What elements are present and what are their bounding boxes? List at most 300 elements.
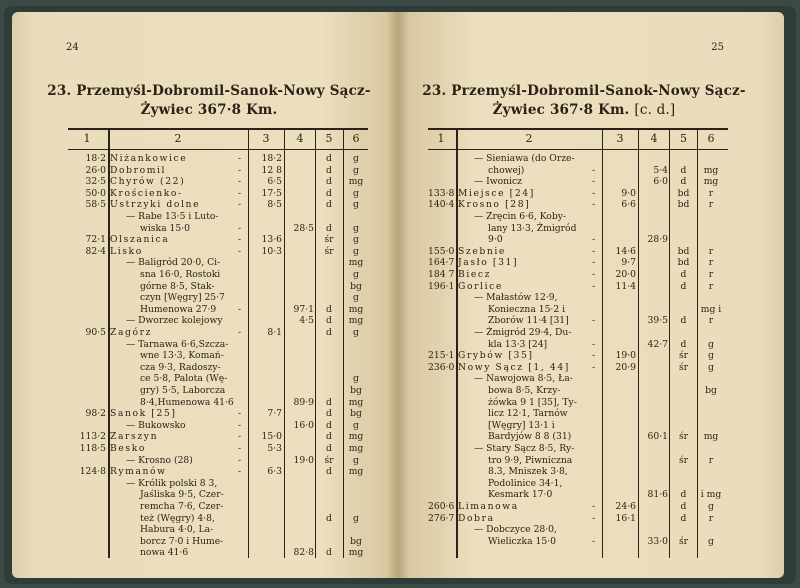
cell-col-6: mg — [703, 176, 719, 188]
leader-dash: - — [238, 187, 242, 199]
cell-col-5: d — [326, 303, 332, 315]
cell-col-2: — Dobczyce 28·0, — [474, 524, 557, 536]
table-row — [68, 537, 368, 548]
table-row — [428, 282, 728, 293]
leader-dash: - — [238, 419, 242, 431]
cell-col-5: śr — [678, 431, 689, 443]
title-line-1: 23. Przemyśl-Dobromil-Sanok-Nowy Sącz- — [422, 83, 746, 99]
leader-dash: - — [592, 176, 596, 188]
leader-dash: - — [238, 303, 242, 315]
title-line-2 — [398, 101, 770, 120]
cell-col-6: g — [353, 269, 359, 280]
cell-col-2: Krościenko- — [110, 187, 183, 199]
table-row — [428, 374, 728, 385]
cell-col-1: 276·7 — [428, 512, 455, 524]
cell-col-2: Konieczna 15·2 i — [488, 303, 566, 315]
cell-col-2: Jaśliska 9·5, Czer- — [140, 489, 224, 501]
cell-col-4: 97·1 — [293, 303, 314, 315]
table-header — [68, 128, 368, 150]
right-page — [398, 12, 784, 578]
cell-col-2: Jasło [31] — [458, 257, 519, 269]
cell-col-5: d — [680, 501, 687, 512]
table-row — [68, 328, 368, 339]
cell-col-1: 82·4 — [85, 245, 106, 257]
cell-col-4: 4·5 — [299, 315, 314, 327]
cell-col-6: mg — [348, 315, 364, 327]
cell-col-2: Humenowa 27·9 — [140, 303, 217, 315]
cell-col-6: g — [708, 361, 714, 373]
cell-col-6: g — [353, 292, 359, 304]
cell-col-6: g — [353, 454, 359, 466]
table-row — [68, 305, 368, 316]
cell-col-2: gry) 5·5, Laborcza — [140, 385, 226, 396]
cell-col-2: — Baligród 20·0, Ci- — [126, 257, 221, 269]
cell-col-5: bd — [677, 187, 690, 199]
cell-col-2: — Krosno (28) — [126, 454, 193, 466]
table-row — [428, 293, 728, 304]
cell-col-2: — Małastów 12·9, — [474, 292, 558, 304]
column-header-4: 4 — [296, 132, 304, 145]
cell-col-3: 10·3 — [261, 245, 282, 257]
column-header-4: 4 — [650, 132, 658, 145]
leader-dash: - — [592, 164, 596, 176]
cell-col-2: — Iwonicz — [474, 176, 522, 188]
cell-col-2: Ustrzyki dolne — [110, 199, 201, 211]
cell-col-1: 184 7 — [428, 269, 455, 280]
cell-col-6: mg — [703, 431, 719, 443]
cell-col-1: 90·5 — [85, 327, 106, 338]
table-row — [428, 247, 728, 258]
table-row — [68, 316, 368, 327]
column-header-3: 3 — [616, 132, 624, 145]
leader-dash: - — [592, 234, 596, 246]
cell-col-2: — Rabe 13·5 i Luto- — [126, 211, 219, 222]
table-row — [68, 432, 368, 443]
leader-dash: - — [592, 512, 596, 524]
cell-col-6: mg — [348, 303, 364, 315]
cell-col-1: 236·0 — [428, 361, 455, 373]
cell-col-1: 215·1 — [428, 350, 455, 362]
table-row — [68, 235, 368, 246]
table-row — [68, 398, 368, 409]
cell-col-3: 5·3 — [267, 443, 282, 454]
table-row — [68, 200, 368, 211]
title-suffix: [c. d.] — [634, 102, 676, 118]
cell-col-6: g — [353, 187, 359, 199]
leader-dash: - — [238, 431, 242, 443]
cell-col-3: 17·5 — [261, 187, 282, 199]
cell-col-2: Bardyjów 8 8 (31) — [488, 431, 572, 443]
cell-col-2: remcha 7·6, Czer- — [140, 501, 224, 512]
cell-col-5: d — [326, 466, 332, 478]
table-row — [428, 467, 728, 478]
leader-dash: - — [238, 234, 242, 246]
cell-col-1: 72·1 — [85, 234, 106, 246]
cell-col-2: wiska 15·0 — [140, 222, 190, 234]
cell-col-6: r — [708, 269, 714, 280]
cell-col-1: 124·8 — [79, 466, 106, 478]
cell-col-3: 13·6 — [261, 234, 282, 246]
table-row — [428, 398, 728, 409]
cell-col-6: g — [708, 535, 714, 547]
cell-col-3: 7·7 — [267, 408, 282, 420]
table-row — [428, 305, 728, 316]
cell-col-1: 196·1 — [428, 280, 455, 292]
cell-col-5: śr — [678, 535, 689, 547]
cell-col-6: r — [708, 199, 714, 211]
cell-col-2: ce 5·8, Palota (Wę- — [140, 373, 228, 385]
page-title — [12, 82, 398, 120]
leader-dash: - — [592, 501, 596, 512]
table-row — [428, 189, 728, 200]
cell-col-2: Zagórz — [110, 327, 153, 338]
cell-col-5: d — [326, 164, 332, 176]
table-row — [68, 258, 368, 269]
table-row — [68, 166, 368, 177]
cell-col-2: tro 9·9, Piwniczna — [488, 454, 573, 466]
timetable-table — [428, 128, 728, 558]
table-row — [428, 409, 728, 420]
cell-col-5: d — [680, 269, 687, 280]
cell-col-1: 58·5 — [85, 199, 106, 211]
cell-col-4: 39·5 — [647, 315, 668, 327]
cell-col-1: 98·2 — [85, 408, 106, 420]
table-row — [428, 363, 728, 374]
cell-col-2: Dobra — [458, 512, 495, 524]
cell-col-6: mg — [348, 396, 364, 408]
cell-col-6: g — [353, 419, 359, 431]
cell-col-4: 33·0 — [647, 535, 668, 547]
cell-col-4: 60·1 — [647, 431, 668, 443]
cell-col-2: [Węgry] 13·1 i — [488, 419, 555, 431]
table-row — [428, 258, 728, 269]
cell-col-5: d — [326, 187, 332, 199]
cell-col-2: Wieliczka 15·0 — [488, 535, 556, 547]
table-row — [68, 177, 368, 188]
cell-col-5: d — [680, 164, 687, 176]
cell-col-2: — Zręcin 6·6, Koby- — [474, 211, 567, 222]
cell-col-5: d — [326, 431, 332, 443]
cell-col-5: d — [326, 396, 332, 408]
table-row — [428, 502, 728, 513]
cell-col-2: — Dworzec kolejowy — [126, 315, 223, 327]
cell-col-5: d — [680, 338, 687, 350]
page-title — [398, 82, 784, 120]
cell-col-5: bd — [677, 245, 690, 257]
table-row — [428, 235, 728, 246]
cell-col-6: mg — [348, 176, 364, 188]
cell-col-6: r — [708, 512, 714, 524]
cell-col-1: 26·0 — [85, 164, 106, 176]
cell-col-2: Krosno [28] — [458, 199, 531, 211]
cell-col-5: d — [326, 547, 332, 559]
column-header-1: 1 — [83, 132, 91, 145]
cell-col-4: 28·5 — [293, 222, 314, 234]
table-row — [68, 525, 368, 536]
cell-col-5: śr — [324, 454, 334, 466]
cell-col-5: d — [680, 315, 687, 327]
cell-col-1: 18·2 — [85, 153, 106, 164]
leader-dash: - — [592, 338, 596, 350]
cell-col-2: Rymanów — [110, 466, 167, 478]
table-row — [428, 177, 728, 188]
cell-col-5: d — [680, 176, 687, 188]
cell-col-3: 6·6 — [621, 199, 636, 211]
leader-dash: - — [238, 443, 242, 454]
table-row — [68, 282, 368, 293]
cell-col-6: bg — [350, 408, 362, 420]
cell-col-5: śr — [678, 454, 689, 466]
title-line-1: 23. Przemyśl-Dobromil-Sanok-Nowy Sącz- — [47, 83, 371, 99]
cell-col-2: Besko — [110, 443, 147, 454]
cell-col-5: d — [326, 222, 332, 234]
cell-col-2: borcz 7·0 i Hume- — [140, 535, 224, 547]
cell-col-4: 89·9 — [293, 396, 314, 408]
table-row — [428, 340, 728, 351]
cell-col-3: 11·4 — [615, 280, 636, 292]
table-header — [428, 128, 728, 150]
cell-col-5: d — [326, 315, 332, 327]
leader-dash: - — [238, 327, 242, 338]
cell-col-3: 6·5 — [267, 176, 282, 188]
cell-col-6: g — [353, 245, 359, 257]
cell-col-5: śr — [324, 234, 334, 246]
cell-col-5: d — [326, 153, 332, 164]
cell-col-5: d — [680, 280, 687, 292]
cell-col-2: Lisko — [110, 245, 143, 257]
cell-col-1: 113·2 — [79, 431, 106, 443]
leader-dash: - — [592, 187, 596, 199]
cell-col-6: r — [708, 187, 714, 199]
cell-col-5: d — [326, 443, 332, 454]
table-row — [428, 328, 728, 339]
cell-col-2: też (Węgry) 4·8, — [140, 512, 215, 524]
table-row — [428, 456, 728, 467]
cell-col-5: d — [680, 512, 687, 524]
column-header-5: 5 — [680, 132, 687, 145]
leader-dash: - — [238, 245, 242, 257]
cell-col-2: wne 13·3, Komań- — [140, 350, 224, 362]
title-line-2-text: Żywiec 367·8 Km. — [140, 102, 278, 118]
leader-dash: - — [592, 535, 596, 547]
leader-dash: - — [592, 280, 596, 292]
cell-col-1: 118·5 — [79, 443, 106, 454]
table-row — [68, 490, 368, 501]
cell-col-2: Olszanica — [110, 234, 170, 246]
cell-col-2: Gorlice — [458, 280, 503, 292]
table-row — [428, 525, 728, 536]
cell-col-5: d — [326, 419, 332, 431]
cell-col-6: mg — [703, 164, 719, 176]
cell-col-1: 260·6 — [428, 501, 455, 512]
cell-col-2: Niżankowice — [110, 153, 188, 164]
leader-dash: - — [238, 176, 242, 188]
table-row — [428, 166, 728, 177]
cell-col-4: 19·0 — [293, 454, 314, 466]
cell-col-6: g — [708, 501, 714, 512]
table-row — [428, 212, 728, 223]
table-row — [68, 363, 368, 374]
timetable-table — [68, 128, 368, 558]
table-row — [68, 351, 368, 362]
cell-col-2: — Bukowsko — [126, 419, 186, 431]
cell-col-5: d — [326, 327, 332, 338]
cell-col-2: sna 16·0, Rostoki — [140, 269, 221, 280]
cell-col-3: 8·1 — [267, 327, 282, 338]
cell-col-2: Habura 4·0, La- — [140, 524, 214, 536]
table-row — [428, 537, 728, 548]
cell-col-2: Limanowa — [458, 501, 519, 512]
cell-col-2: żówka 9 1 [35], Ty- — [488, 396, 577, 408]
cell-col-6: bg — [350, 385, 362, 396]
cell-col-5: d — [326, 199, 332, 211]
cell-col-6: g — [353, 327, 359, 338]
cell-col-2: czyn [Węgry] 25·7 — [140, 292, 225, 304]
cell-col-6: g — [708, 338, 714, 350]
leader-dash: - — [238, 222, 242, 234]
cell-col-6: g — [353, 199, 359, 211]
leader-dash: - — [238, 408, 242, 420]
cell-col-2: Biecz — [458, 269, 492, 280]
cell-col-6: i mg — [700, 489, 722, 501]
table-row — [428, 514, 728, 525]
table-row — [428, 432, 728, 443]
cell-col-6: g — [353, 222, 359, 234]
cell-col-3: 8·5 — [267, 199, 282, 211]
table-row — [68, 467, 368, 478]
column-header-1: 1 — [437, 132, 445, 145]
cell-col-3: 16·1 — [615, 512, 636, 524]
cell-col-6: g — [353, 234, 359, 246]
cell-col-6: mg — [348, 431, 364, 443]
leader-dash: - — [238, 454, 242, 466]
page-number: 25 — [711, 42, 724, 53]
table-row — [68, 548, 368, 559]
cell-col-4: 28·9 — [647, 234, 668, 246]
cell-col-2: Dobromil — [110, 164, 167, 176]
leader-dash: - — [238, 199, 242, 211]
cell-col-1: 50·0 — [85, 187, 106, 199]
table-row — [428, 200, 728, 211]
cell-col-2: — Sieniawa (do Orze- — [474, 153, 575, 164]
column-header-2: 2 — [525, 132, 533, 145]
cell-col-5: d — [326, 512, 332, 524]
table-row — [68, 293, 368, 304]
table-row — [68, 514, 368, 525]
cell-col-1: 155·0 — [428, 245, 455, 257]
cell-col-4: 16·0 — [293, 419, 314, 431]
cell-col-6: mg i — [700, 303, 722, 315]
cell-col-2: kla 13·3 [24] — [488, 338, 548, 350]
cell-col-4: 5·4 — [653, 164, 668, 176]
table-row — [428, 421, 728, 432]
page-number: 24 — [66, 42, 79, 53]
table-row — [428, 490, 728, 501]
cell-col-6: r — [708, 245, 714, 257]
cell-col-2: — Żmigród 29·4, Du- — [474, 327, 572, 338]
cell-col-2: Zborów 11·4 [31] — [488, 315, 569, 327]
leader-dash: - — [238, 164, 242, 176]
cell-col-5: bd — [677, 199, 690, 211]
leader-dash: - — [592, 361, 596, 373]
leader-dash: - — [238, 466, 242, 478]
table-row — [68, 386, 368, 397]
cell-col-4: 42·7 — [647, 338, 668, 350]
table-row — [68, 444, 368, 455]
column-header-6: 6 — [707, 132, 715, 145]
cell-col-5: d — [326, 176, 332, 188]
cell-col-3: 6·3 — [267, 466, 282, 478]
leader-dash: - — [592, 245, 596, 257]
cell-col-6: g — [353, 153, 359, 164]
cell-col-2: 9·0 — [488, 234, 503, 246]
table-row — [68, 212, 368, 223]
cell-col-6: mg — [348, 257, 364, 269]
cell-col-2: Grybów [35] — [458, 350, 534, 362]
cell-col-2: chowej) — [488, 164, 525, 176]
table-row — [68, 154, 368, 165]
table-row — [68, 270, 368, 281]
cell-col-5: śr — [678, 361, 689, 373]
cell-col-6: g — [353, 373, 359, 385]
cell-col-3: 20·9 — [615, 361, 636, 373]
cell-col-2: lany 13·3, Żmigród — [488, 222, 577, 234]
cell-col-5: d — [326, 408, 332, 420]
cell-col-2: Chyrów (22) — [110, 176, 186, 188]
table-row — [428, 224, 728, 235]
cell-col-3: 18·2 — [261, 153, 282, 164]
cell-col-2: Nowy Sącz [1, 44] — [458, 361, 570, 373]
cell-col-2: nowa 41·6 — [140, 547, 189, 559]
cell-col-1: 140·4 — [428, 199, 455, 211]
table-row — [68, 456, 368, 467]
cell-col-2: — Nawojowa 8·5, Ła- — [474, 373, 573, 385]
cell-col-2: Szebnie — [458, 245, 506, 257]
cell-col-6: r — [708, 280, 714, 292]
column-header-6: 6 — [352, 132, 360, 145]
table-row — [68, 479, 368, 490]
cell-col-2: Kesmark 17·0 — [488, 489, 553, 501]
title-line-2 — [20, 101, 398, 120]
table-row — [428, 154, 728, 165]
cell-col-2: górne 8·5, Stak- — [140, 280, 215, 292]
cell-col-3: 14·6 — [615, 245, 636, 257]
cell-col-2: licz 12·1, Tarnów — [488, 408, 568, 420]
cell-col-6: g — [353, 164, 359, 176]
table-row — [68, 247, 368, 258]
table-row — [428, 386, 728, 397]
leader-dash: - — [592, 269, 596, 280]
title-line-2-text: Żywiec 367·8 Km. — [492, 102, 630, 118]
cell-col-1: 133·8 — [428, 187, 455, 199]
leader-dash: - — [592, 199, 596, 211]
cell-col-6: mg — [348, 547, 364, 559]
cell-col-6: bg — [350, 280, 362, 292]
cell-col-6: mg — [348, 443, 364, 454]
leader-dash: - — [238, 153, 242, 164]
cell-col-3: 20·0 — [615, 269, 636, 280]
table-row — [428, 479, 728, 490]
leader-dash: - — [592, 257, 596, 269]
cell-col-2: bowa 8·5, Krzy- — [488, 385, 561, 396]
cell-col-6: bg — [350, 535, 362, 547]
column-header-3: 3 — [262, 132, 270, 145]
column-header-2: 2 — [174, 132, 182, 145]
cell-col-2: Podolinice 34·1, — [488, 477, 563, 489]
cell-col-3: 9·0 — [621, 187, 636, 199]
cell-col-2: Zarszyn — [110, 431, 159, 443]
left-page — [12, 12, 398, 578]
